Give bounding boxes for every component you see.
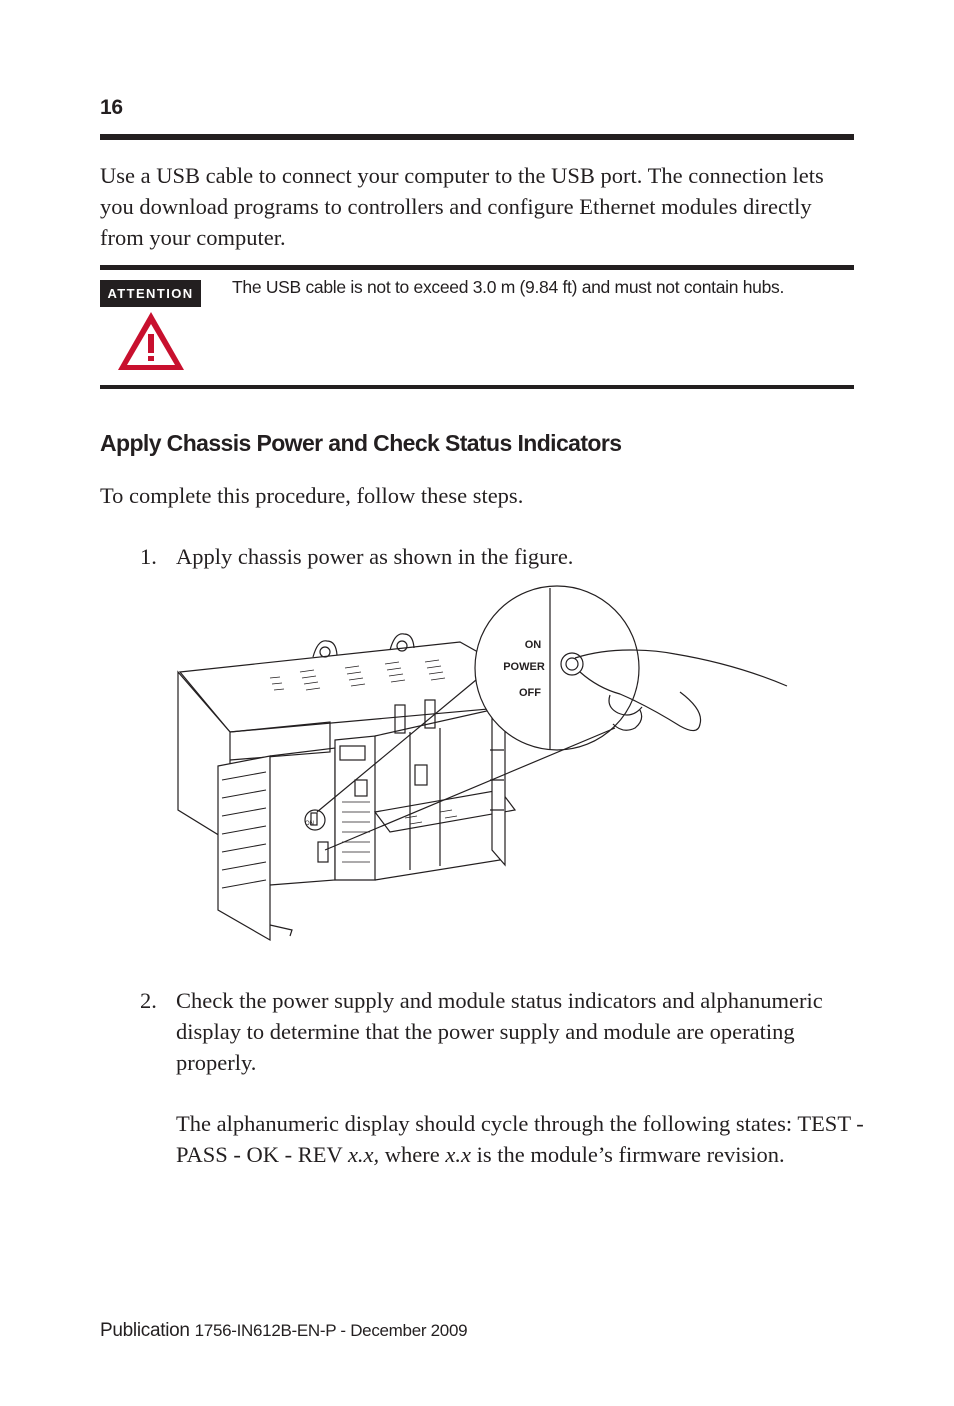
step-text: Apply chassis power as shown in the figure. [176,544,574,569]
publication-id: 1756-IN612B-EN-P - December 2009 [194,1321,468,1340]
section-heading: Apply Chassis Power and Check Status Indicators [100,430,622,456]
step-note [176,1108,866,1170]
lead-in-text: To complete this procedure, follow these steps. [100,483,524,508]
note-prefix: The alphanumeric display should cycle through the following states: TEST - PASS - OK - REV [176,1111,864,1167]
attention-badge: ATTENTION [100,280,201,307]
step-number: 1. [140,544,157,569]
chassis-power-figure [170,580,800,945]
switch-label-power: POWER [503,661,545,673]
attention-rule-top [100,265,854,270]
note-suffix: is the module’s firmware revision. [471,1142,785,1167]
warning-triangle-icon [116,310,186,372]
intro-paragraph: Use a USB cable to connect your computer to the USB port. The connection lets you download programs to controllers and configure Ethernet modules directly from your computer. [100,163,824,250]
attention-text: The USB cable is not to exceed 3.0 m (9.84 ft) and must not contain hubs. [232,277,785,297]
note-variable: x.x, [347,1142,380,1167]
switch-label-on: ON [524,639,542,651]
svg-text:ON: ON [305,821,314,827]
footer [100,1320,467,1342]
page-number: 16 [100,96,123,119]
header-rule [100,134,854,140]
note-mid: where [379,1142,446,1167]
step-number: 2. [140,988,157,1013]
note-variable: x.x [445,1142,471,1167]
attention-rule-bottom [100,385,854,389]
step-text: Check the power supply and module status indicators and alphanumeric display to determine that the power supply and module are operating properly. [176,988,823,1075]
footer-label: Publication [100,1320,190,1341]
switch-label-off: OFF [519,687,541,699]
